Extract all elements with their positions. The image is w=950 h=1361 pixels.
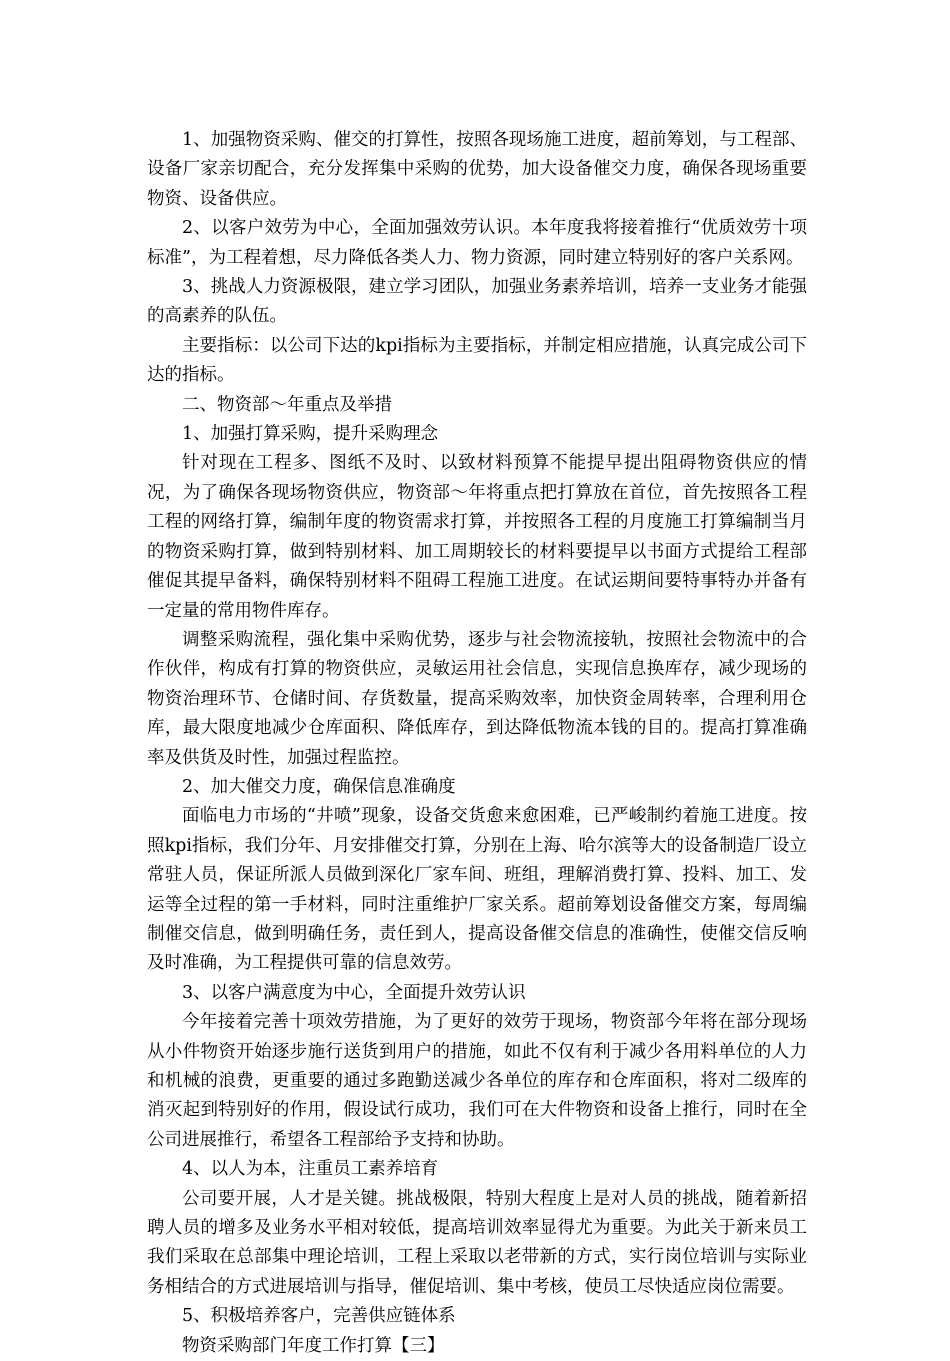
paragraph-training: 公司要开展，人才是关键。挑战极限，特别大程度上是对人员的挑战，随着新招聘人员的增多及业务水平相对较低，提高培训效率显得尤为重要。为此关于新来员工我们采取在总部集中理论培训，工程上采取以老带新的方式，实行岗位培训与实际业务相结合的方式进展培训与指导，催促培训、集中考核，使员工尽快适应岗位需要。 bbox=[147, 1188, 807, 1297]
paragraph-plan-procurement: 针对现在工程多、图纸不及时、以致材料预算不能提早提出阻碍物资供应的情况，为了确保各现场物资供应，物资部～年将重点把打算放在首位，首先按照各工程工程的网络打算，编制年度的物资需求打算，并按照各工程的月度施工打算编制当月的物资采购打算，做到特别材料、加工周期较长的材料要提早以书面方式提给工程部催促其提早备料，确保特别材料不阻碍工程施工进度。在试运期间要特事特办并备有一定量的常用物件库存。 bbox=[147, 453, 807, 621]
subheading-4: 4、以人为本，注重员工素养培育 bbox=[182, 1159, 439, 1180]
paragraph-expediting: 面临电力市场的“井喷”现象，设备交货愈来愈困难，已严峻制约着施工进度。按照kpi指标，我们分年、月安排催交打算，分别在上海、哈尔滨等大的设备制造厂设立常驻人员，保证所派人员做到深化厂家车间、班组，理解消费打算、投料、加工、发运等全过程的第一手材料，同时注重维护厂家关系。超前筹划设备催交方案，每周编制催交信息，做到明确任务，责任到人，提高设备催交信息的准确性，使催交信反响及时准确，为工程提供可靠的信息效劳。 bbox=[147, 806, 807, 974]
paragraph-service: 今年接着完善十项效劳措施，为了更好的效劳于现场，物资部今年将在部分现场从小件物资开始逐步施行送货到用户的措施，如此不仅有利于减少各用料单位的人力和机械的浪费，更重要的通过多跑勤送减少各单位的库存和仓库面积，将对二级库的消灭起到特别好的作用，假设试行成功，我们可在大件物资和设备上推行，同时在全公司进展推行，希望各工程部给予支持和协助。 bbox=[147, 1012, 807, 1150]
paragraph-3: 3、挑战人力资源极限，建立学习团队，加强业务素养培训，培养一支业务才能强的高素养的队伍。 bbox=[147, 277, 807, 327]
paragraph-2: 2、以客户效劳为中心，全面加强效劳认识。本年度我将接着推行“优质效劳十项标准”，为工程着想，尽力降低各类人力、物力资源，同时建立特别好的客户关系网。 bbox=[147, 218, 807, 268]
document-body bbox=[147, 126, 807, 1361]
paragraph-adjust-process: 调整采购流程，强化集中采购优势，逐步与社会物流接轨，按照社会物流中的合作伙伴，构成有打算的物资供应，灵敏运用社会信息，实现信息换库存，减少现场的物资治理环节、仓储时间、存货数量，提高采购效率，加快资金周转率，合理利用仓库，最大限度地减少仓库面积、降低库存，到达降低物流本钱的目的。提高打算准确率及供货及时性，加强过程监控。 bbox=[147, 629, 807, 768]
subheading-5: 5、积极培养客户，完善供应链体系 bbox=[182, 1306, 456, 1327]
paragraph-main-indicators: 主要指标：以公司下达的kpi指标为主要指标，并制定相应措施，认真完成公司下达的指标。 bbox=[147, 335, 807, 386]
section-heading: 二、物资部～年重点及举措 bbox=[182, 394, 392, 415]
paragraph-1: 1、加强物资采购、催交的打算性，按照各现场施工进度，超前筹划，与工程部、设备厂家亲切配合，充分发挥集中采购的优势，加大设备催交力度，确保各现场重要物资、设备供应。 bbox=[147, 130, 807, 209]
document-section-title: 物资采购部门年度工作打算【三】 bbox=[182, 1335, 445, 1356]
subheading-1: 1、加强打算采购，提升采购理念 bbox=[182, 424, 439, 445]
subheading-2: 2、加大催交力度，确保信息准确度 bbox=[182, 776, 456, 797]
subheading-3: 3、以客户满意度为中心，全面提升效劳认识 bbox=[182, 982, 526, 1003]
